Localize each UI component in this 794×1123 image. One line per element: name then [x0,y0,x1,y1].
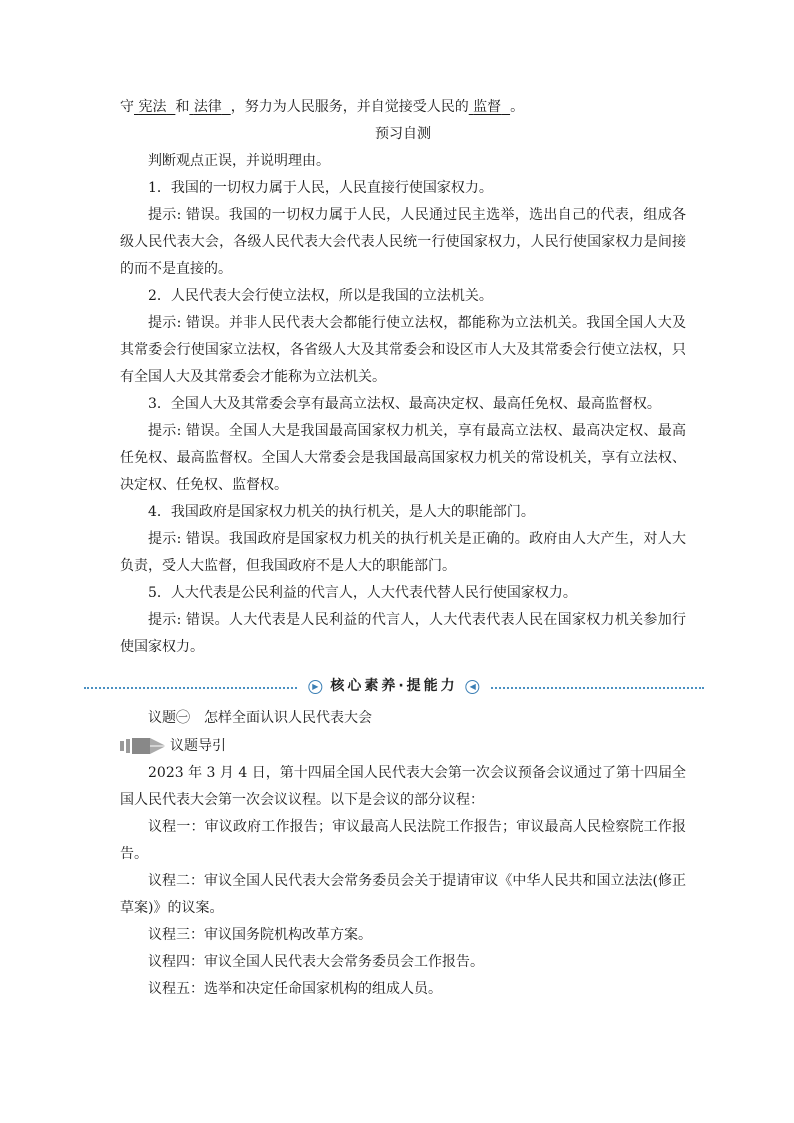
intro-mid2: ，努力为人民服务，并自觉接受人民的 [230,99,469,115]
agenda-3: 议程三：审议国务院机构改革方案。 [148,927,372,943]
question-5: 5．人大代表是公民利益的代言人，人大代表代替人民行使国家权力。 [148,585,577,601]
banner-title: 核心素养·提能力 [330,678,458,694]
agenda-5: 议程五：选举和决定任命国家机构的组成人员。 [148,981,442,997]
pen-icon [120,735,168,757]
instruction: 判断观点正误，并说明理由。 [148,153,330,169]
banner-tag [298,673,489,700]
intro-end: 。 [510,99,525,115]
answer-3: 提示: 错误。全国人大是我国最高国家权力机关，享有最高立法权、最高决定权、最高任免权、最高监督权。全国人大常委会是我国最高国家权力机关的常设机关，享有立法权、决定权、任免权、监督权。 [120,423,686,493]
play-left-icon: ◀ [466,680,480,694]
question-2: 2．人民代表大会行使立法权，所以是我国的立法机关。 [148,288,493,304]
topic-heading: 议题㊀ 怎样全面认识人民代表大会 [148,710,372,726]
question-3: 3．全国人大及其常委会享有最高立法权、最高决定权、最高任免权、最高监督权。 [148,396,661,412]
blank-supervision: 监督 [473,99,502,115]
guide-label: 议题导引 [170,737,226,754]
section-banner [84,669,704,699]
document-body [120,94,686,1003]
intro-line [120,94,686,121]
intro-pre: 守 [120,99,134,115]
section-title: 预习自测 [375,126,431,142]
answer-4: 提示: 错误。我国政府是国家权力机关的执行机关是正确的。政府由人大产生，对人大负责，受人大监督，但我国政府不是人大的职能部门。 [120,531,686,574]
question-1: 1．我国的一切权力属于人民，人民直接行使国家权力。 [148,180,493,196]
answer-2: 提示: 错误。并非人民代表大会都能行使立法权，都能称为立法机关。我国全国人大及其常委会行使国家立法权，各省级人大及其常委会和设区市人大及其常委会行使立法权，只有全国人大及其常委会才能称为立法机关。 [120,315,686,385]
play-right-icon: ▶ [308,680,322,694]
agenda-4: 议程四：审议全国人民代表大会常务委员会工作报告。 [148,954,484,970]
intro-mid1: 和 [175,99,190,115]
answer-1: 提示: 错误。我国的一切权力属于人民，人民通过民主选举，选出自己的代表，组成各级人民代表大会，各级人民代表大会代表人民统一行使国家权力，人民行使国家权力是间接的而不是直接的。 [120,207,686,277]
agenda-2: 议程二：审议全国人民代表大会常务委员会关于提请审议《中华人民共和国立法法(修正草案)》的议案。 [120,873,686,916]
answer-5: 提示: 错误。人大代表是人民利益的代言人，人大代表代表人民在国家权力机关参加行使国家权力。 [120,612,686,655]
agenda-1: 议程一：审议政府工作报告；审议最高人民法院工作报告；审议最高人民检察院工作报告。 [120,819,686,862]
question-4: 4．我国政府是国家权力机关的执行机关，是人大的职能部门。 [148,504,535,520]
blank-law: 法律 [193,99,222,115]
blank-constitution: 宪法 [138,99,167,115]
guide-heading [120,732,686,760]
guide-text: 2023 年 3 月 4 日，第十四届全国人民代表大会第一次会议预备会议通过了第十四届全国人民代表大会第一次会议议程。以下是会议的部分议程： [120,765,686,808]
